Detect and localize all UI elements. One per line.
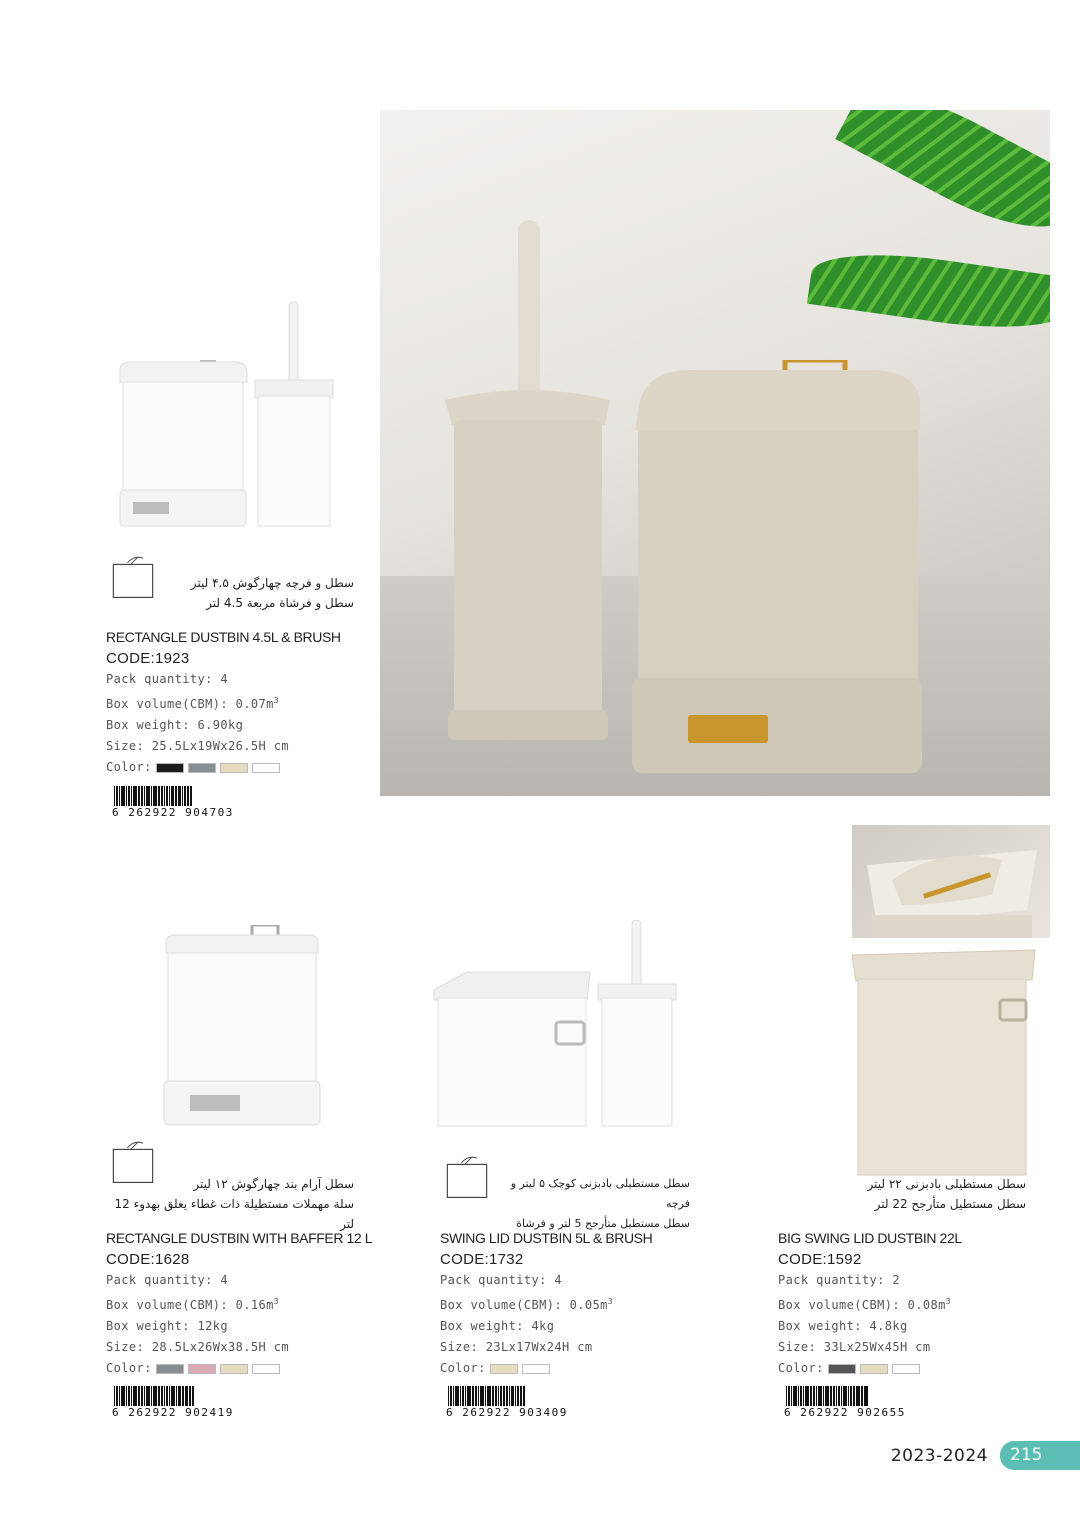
product-title: SWING LID DUSTBIN 5L & BRUSH xyxy=(440,1230,653,1246)
barcode-bar xyxy=(850,1386,852,1408)
barcode-bar xyxy=(823,1386,824,1408)
barcode-bar xyxy=(509,1386,510,1408)
barcode-bar xyxy=(460,1386,461,1408)
color-row xyxy=(106,757,289,778)
box-volume: Box volume(CBM): 0.16m xyxy=(106,1298,274,1312)
barcode-bar xyxy=(141,1386,143,1408)
barcode-bar xyxy=(467,1386,471,1408)
barcode-bar xyxy=(138,1386,140,1408)
barcode-bar xyxy=(813,1386,815,1408)
product-title: RECTANGLE DUSTBIN WITH BAFFER 12 L xyxy=(106,1230,373,1246)
barcode-bar xyxy=(465,1386,466,1408)
box-volume-line xyxy=(106,690,289,715)
volume-exponent: 3 xyxy=(273,696,279,705)
size: Size: 33Lx25Wx45H cm xyxy=(778,1340,931,1354)
barcode-bar xyxy=(119,1386,120,1408)
volume-exponent: 3 xyxy=(607,1297,613,1306)
toilet-brush-image xyxy=(440,220,615,745)
color-label: Color: xyxy=(440,1361,486,1375)
barcode-bar xyxy=(788,1386,790,1408)
color-swatch xyxy=(522,1364,550,1374)
size: Size: 28.5Lx26Wx38.5H cm xyxy=(106,1340,289,1354)
barcode-bar xyxy=(128,786,130,808)
barcode-bar xyxy=(114,1386,115,1408)
barcode-bar xyxy=(119,786,120,808)
color-swatch xyxy=(490,1364,518,1374)
arabic-line-2: سطل مستطيل متأرجح 22 لتر xyxy=(874,1197,1026,1211)
barcode-bar xyxy=(121,786,125,808)
box-volume: Box volume(CBM): 0.08m xyxy=(778,1298,946,1312)
barcode-bar xyxy=(480,1386,484,1408)
barcode-bar xyxy=(853,1386,855,1408)
color-swatch xyxy=(828,1364,856,1374)
lid-detail-photo xyxy=(852,825,1050,938)
barcode-bar xyxy=(161,786,163,808)
product-image-1732 xyxy=(432,920,682,1130)
barcode-bar xyxy=(843,1386,847,1408)
arabic-line-1: سطل مستطیلی بادبزنی کوچک ۵ لیتر و فرچه xyxy=(510,1177,690,1210)
barcode-bar xyxy=(503,1386,505,1408)
product-1628-arabic xyxy=(106,1174,354,1234)
arabic-line-1: سطل مستطیلی بادبزنی ۲۲ لیتر xyxy=(867,1177,1026,1191)
arabic-line-2: سلة مهملات مستطيلة ذات غطاء يغلق بهدوء 12 لتر xyxy=(114,1197,354,1231)
product-specs xyxy=(778,1270,951,1379)
barcode-bar xyxy=(848,1386,849,1408)
barcode-bar xyxy=(453,1386,454,1408)
barcode-bar xyxy=(114,786,115,808)
arabic-line-2: سطل و فرشاة مربعة 4.5 لتر xyxy=(206,596,354,610)
barcode-bar xyxy=(830,1386,832,1408)
box-volume: Box volume(CBM): 0.07m xyxy=(106,697,274,711)
color-swatch xyxy=(220,1364,248,1374)
color-swatch xyxy=(188,763,216,773)
barcode-bar xyxy=(178,786,181,808)
barcode-bar xyxy=(144,786,145,808)
barcode-bar xyxy=(462,1386,464,1408)
barcode-bar xyxy=(485,1386,486,1408)
barcode-bar xyxy=(825,1386,829,1408)
product-code: CODE:1628 xyxy=(106,1251,190,1268)
barcode-bar xyxy=(161,1386,163,1408)
barcode-bar xyxy=(786,1386,787,1408)
color-swatch xyxy=(252,763,280,773)
barcode-number: 6 262922 903409 xyxy=(446,1406,568,1419)
product-specs xyxy=(106,669,289,778)
barcode-bar xyxy=(153,786,157,808)
barcode-bar xyxy=(478,1386,479,1408)
barcode-bar xyxy=(151,1386,152,1408)
color-swatch xyxy=(892,1364,920,1374)
barcode-bar xyxy=(133,1386,137,1408)
barcode-bar xyxy=(515,1386,516,1408)
barcode-bar xyxy=(192,1386,194,1408)
barcode-bar xyxy=(517,1386,519,1408)
barcode-bar xyxy=(448,1386,449,1408)
barcode-bar xyxy=(169,1386,170,1408)
barcode-bar xyxy=(816,1386,817,1408)
barcode-bar xyxy=(138,786,140,808)
barcode-bar xyxy=(495,1386,497,1408)
product-specs xyxy=(106,1270,289,1379)
barcode-bar xyxy=(455,1386,459,1408)
color-swatch xyxy=(860,1364,888,1374)
page-number: 215 xyxy=(1000,1441,1080,1470)
barcode-bar xyxy=(144,1386,145,1408)
color-swatches xyxy=(156,763,280,773)
color-swatch xyxy=(220,763,248,773)
barcode-bar xyxy=(133,786,137,808)
barcode-bar xyxy=(800,1386,802,1408)
barcode-bar xyxy=(166,1386,168,1408)
barcode-bar xyxy=(500,1386,502,1408)
barcode-bar xyxy=(185,1386,188,1408)
barcode-bar xyxy=(841,1386,842,1408)
barcode-bar xyxy=(151,786,152,808)
box-weight: Box weight: 12kg xyxy=(106,1319,228,1333)
color-swatches xyxy=(156,1364,280,1374)
product-specs xyxy=(440,1270,613,1379)
barcode-bar xyxy=(128,1386,130,1408)
barcode-bar xyxy=(131,786,132,808)
volume-exponent: 3 xyxy=(273,1297,279,1306)
pack-quantity: Pack quantity: 4 xyxy=(106,672,228,686)
barcode-bar xyxy=(175,786,177,808)
barcode-bar xyxy=(126,1386,127,1408)
arabic-line-1: سطل و فرچه چهارگوش ۴.۵ لیتر xyxy=(190,576,354,590)
product-1592-arabic xyxy=(820,1174,1026,1214)
barcode-bar xyxy=(182,1386,184,1408)
box-weight: Box weight: 4kg xyxy=(440,1319,555,1333)
product-title: BIG SWING LID DUSTBIN 22L xyxy=(778,1230,962,1246)
barcode-number: 6 262922 902655 xyxy=(784,1406,906,1419)
barcode-bar xyxy=(836,1386,837,1408)
barcode-bar xyxy=(472,1386,474,1408)
barcode-bar xyxy=(166,786,168,808)
barcode-bar xyxy=(791,1386,792,1408)
barcode-number: 6 262922 902419 xyxy=(112,1406,234,1419)
pack-quantity: Pack quantity: 2 xyxy=(778,1273,900,1287)
barcode-bar xyxy=(838,1386,840,1408)
pack-quantity: Pack quantity: 4 xyxy=(440,1273,562,1287)
barcode-bar xyxy=(126,786,127,808)
barcode-bar xyxy=(146,1386,150,1408)
product-code: CODE:1592 xyxy=(778,1251,862,1268)
color-swatch xyxy=(252,1364,280,1374)
product-image-1592 xyxy=(850,945,1040,1177)
box-weight: Box weight: 4.8kg xyxy=(778,1319,908,1333)
arabic-line-2: سطل مستطيل متأرجح 5 لتر و فرشاة xyxy=(516,1217,690,1230)
barcode-bar xyxy=(116,786,118,808)
catalog-year: 2023-2024 xyxy=(890,1446,988,1466)
barcode-bar xyxy=(131,1386,132,1408)
color-swatch xyxy=(156,763,184,773)
box-volume-line xyxy=(106,1291,289,1316)
barcode-bar xyxy=(158,1386,160,1408)
color-swatches xyxy=(828,1364,920,1374)
barcode-bar xyxy=(492,1386,494,1408)
color-row xyxy=(106,1358,289,1379)
box-volume-line xyxy=(778,1291,951,1316)
barcode-bar xyxy=(520,1386,522,1408)
barcode-bar xyxy=(171,1386,175,1408)
color-row xyxy=(778,1358,951,1379)
pedal-bin-image xyxy=(630,360,925,780)
product-image-1923 xyxy=(115,300,340,535)
product-code: CODE:1732 xyxy=(440,1251,524,1268)
barcode-bar xyxy=(498,1386,499,1408)
leaf-decoration xyxy=(835,110,1050,252)
color-swatch xyxy=(188,1364,216,1374)
barcode-bar xyxy=(511,1386,514,1408)
barcode-bar xyxy=(793,1386,797,1408)
color-row xyxy=(440,1358,613,1379)
product-code: CODE:1923 xyxy=(106,650,190,667)
barcode-bar xyxy=(189,1386,191,1408)
barcode-bar xyxy=(169,786,170,808)
product-image-1628 xyxy=(160,925,325,1130)
color-label: Color: xyxy=(778,1361,824,1375)
barcode-bar xyxy=(864,1386,868,1408)
volume-exponent: 3 xyxy=(945,1297,951,1306)
barcode-bar xyxy=(450,1386,452,1408)
hero-product-photo xyxy=(380,110,1050,796)
box-volume: Box volume(CBM): 0.05m xyxy=(440,1298,608,1312)
barcode-bar xyxy=(146,786,150,808)
box-weight: Box weight: 6.90kg xyxy=(106,718,244,732)
barcode-bar xyxy=(178,1386,181,1408)
barcode-bar xyxy=(184,786,186,808)
box-volume-line xyxy=(440,1291,613,1316)
size: Size: 25.5Lx19Wx26.5H cm xyxy=(106,739,289,753)
barcode-bar xyxy=(805,1386,809,1408)
barcode-bar xyxy=(187,786,189,808)
color-swatch xyxy=(156,1364,184,1374)
barcode-bar xyxy=(171,786,174,808)
product-1923-arabic xyxy=(150,573,354,613)
barcode-bar xyxy=(153,1386,157,1408)
barcode-bar xyxy=(487,1386,491,1408)
barcode-bar xyxy=(158,786,160,808)
barcode-bar xyxy=(506,1386,508,1408)
size: Size: 23Lx17Wx24H cm xyxy=(440,1340,593,1354)
barcode-bar xyxy=(818,1386,822,1408)
barcode-bar xyxy=(176,1386,177,1408)
color-label: Color: xyxy=(106,1361,152,1375)
product-title: RECTANGLE DUSTBIN 4.5L & BRUSH xyxy=(106,629,341,645)
color-swatches xyxy=(490,1364,550,1374)
barcode-bar xyxy=(164,786,165,808)
product-1732-arabic xyxy=(488,1174,690,1234)
barcode-bar xyxy=(182,786,183,808)
barcode-bar xyxy=(116,1386,118,1408)
barcode-bar xyxy=(475,1386,477,1408)
pack-quantity: Pack quantity: 4 xyxy=(106,1273,228,1287)
barcode-bar xyxy=(164,1386,165,1408)
barcode-bar xyxy=(803,1386,804,1408)
barcode-bar xyxy=(798,1386,799,1408)
barcode-bar xyxy=(833,1386,835,1408)
arabic-line-1: سطل آرام بند چهارگوش ۱۲ لیتر xyxy=(193,1177,354,1191)
barcode-bar xyxy=(141,786,143,808)
barcode-bar xyxy=(190,786,192,808)
box-icon xyxy=(440,1155,494,1199)
barcode-bar xyxy=(810,1386,812,1408)
barcode-bar xyxy=(856,1386,860,1408)
leaf-decoration xyxy=(807,242,1050,340)
color-label: Color: xyxy=(106,760,152,774)
barcode-bar xyxy=(121,1386,125,1408)
barcode-bar xyxy=(861,1386,863,1408)
barcode-number: 6 262922 904703 xyxy=(112,806,234,819)
barcode-bar xyxy=(523,1386,525,1408)
